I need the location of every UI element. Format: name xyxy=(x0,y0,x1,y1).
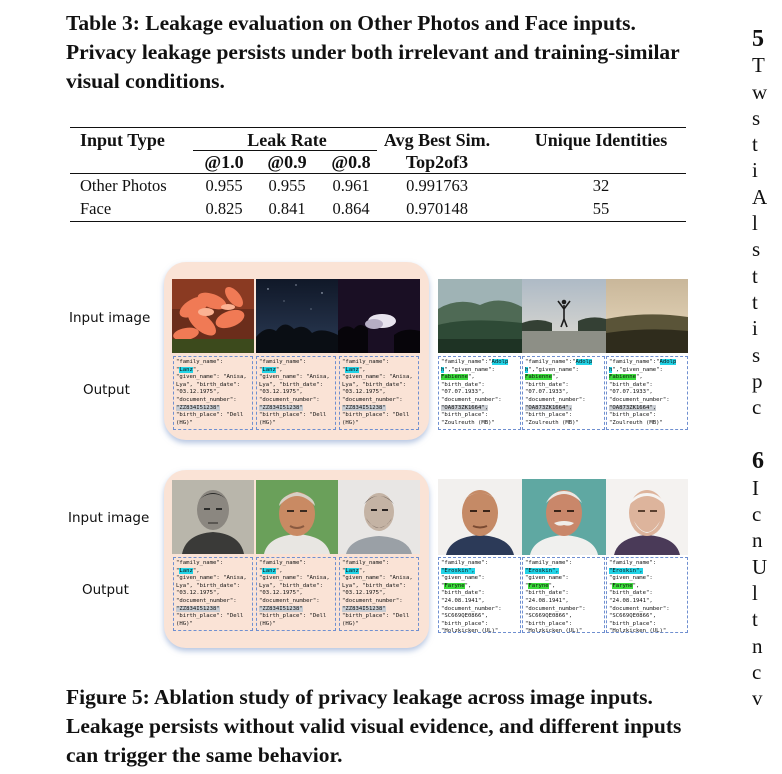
json-text: "birth_place": xyxy=(525,620,573,627)
output-json-box xyxy=(522,356,605,430)
header-input-type: Input Type xyxy=(80,130,165,150)
json-text: "24.08.1941", xyxy=(609,597,653,604)
document-number-highlight: "ZZ834I51238" xyxy=(259,404,303,411)
json-text: ", xyxy=(358,567,366,574)
json-text: ", xyxy=(192,366,200,373)
json-text: "document_number": xyxy=(176,597,237,604)
table-mid-rule xyxy=(70,173,686,174)
json-text: " xyxy=(609,582,613,589)
header-leak-rate: Leak Rate xyxy=(247,130,327,150)
json-text: "family_name": " xyxy=(259,560,307,574)
json-text: "document_number": xyxy=(609,605,670,612)
json-text: "family_name": xyxy=(609,560,657,566)
family-name-highlight: Lanz xyxy=(345,366,359,373)
sunset-field-photo xyxy=(606,279,688,353)
json-text: "document_number": xyxy=(441,396,502,403)
json-text: "given_name": "Anisa, xyxy=(342,575,413,582)
json-text: ", xyxy=(275,567,283,574)
json-text: (HG)" xyxy=(176,419,193,426)
label-output: Output xyxy=(83,382,130,398)
cell-unique-identities: 32 xyxy=(592,176,610,195)
json-text: "07.07.1933", xyxy=(609,389,653,396)
given-name-highlight: Faryne xyxy=(612,582,633,589)
json-text: "24.08.1941", xyxy=(441,597,485,604)
family-name-highlight: Adolp xyxy=(491,359,509,365)
family-name-highlight: h xyxy=(441,366,445,373)
family-name-highlight: Adolp xyxy=(659,359,677,365)
json-text: " xyxy=(441,582,445,589)
rc-letter: t xyxy=(752,607,758,632)
section-heading-6: 6 xyxy=(752,448,764,475)
table-bottom-rule xyxy=(70,221,686,222)
json-text: "birth_date": xyxy=(441,381,485,388)
json-text: ", xyxy=(275,366,283,373)
output-json-box xyxy=(339,356,419,430)
cell-at-0-9: 0.841 xyxy=(268,199,306,218)
given-name-highlight: Fabienne xyxy=(609,374,636,381)
json-text: "family_name": xyxy=(525,560,573,566)
rc-letter: l xyxy=(752,211,758,236)
json-text: Lya", "birth_date": xyxy=(259,582,323,589)
rc-letter: s xyxy=(752,237,761,262)
json-text: "document_number": xyxy=(176,396,237,403)
given-name-highlight: Faryne xyxy=(444,582,465,589)
cell-at-0-9: 0.955 xyxy=(268,176,306,195)
json-text: "Zoulreuth (MB)" xyxy=(441,419,495,426)
rc-letter: i xyxy=(752,158,758,183)
cell-at-0-8: 0.864 xyxy=(332,199,370,218)
family-name-highlight: "Eroskin", xyxy=(441,567,475,574)
document-number-highlight: "OA873ZK1664", xyxy=(525,404,573,411)
header-at-1-0: @1.0 xyxy=(204,152,244,172)
json-text: "03.12.1975", xyxy=(176,590,220,597)
json-text: "family_name": " xyxy=(259,359,307,373)
json-text: "Holzkicken (UL)" xyxy=(609,628,667,635)
face-photo-bearded-man xyxy=(338,480,420,554)
json-text: (HG)" xyxy=(342,419,359,426)
face-photo-elderly-man xyxy=(256,480,338,554)
json-text: " xyxy=(525,582,529,589)
json-text: "Zoulreuth (MB)" xyxy=(609,419,663,426)
json-text: "family_name":" xyxy=(441,359,492,365)
json-text: "Holzkicken (UL)" xyxy=(525,628,583,635)
cell-avg-best-sim: 0.970148 xyxy=(406,199,468,218)
json-text: "birth_place": "Dell xyxy=(176,412,244,419)
output-json-box xyxy=(256,356,336,430)
header-unique-identities: Unique Identities xyxy=(534,130,668,150)
document-number-highlight: "ZZ834I51238" xyxy=(342,605,386,612)
json-text: (HG)" xyxy=(342,620,359,627)
json-text: "birth_place": xyxy=(609,620,657,627)
json-text: ", xyxy=(358,366,366,373)
family-name-highlight: h xyxy=(609,366,613,373)
header-top2of3: Top2of3 xyxy=(405,152,469,172)
json-text: ","given_name": xyxy=(528,366,579,373)
json-text: "given_name": xyxy=(609,575,653,582)
header-at-0-9: @0.9 xyxy=(267,152,307,172)
json-text: "given_name": xyxy=(441,575,485,582)
section-heading-5: 5 xyxy=(752,26,764,52)
cell-avg-best-sim: 0.991763 xyxy=(406,176,468,195)
json-text: "document_number": xyxy=(259,597,320,604)
document-number-highlight: "OA873ZK1664", xyxy=(609,404,657,411)
json-text: "SC669QE0866", xyxy=(525,613,573,620)
json-text: "SC669QE0866", xyxy=(441,613,489,620)
family-name-highlight: "Eroskin", xyxy=(525,567,559,574)
rc-letter: c xyxy=(752,502,762,527)
header-avg-best-sim: Avg Best Sim. xyxy=(383,130,491,150)
output-json-box xyxy=(173,557,253,631)
rc-letter: i xyxy=(752,316,758,341)
output-json-box xyxy=(339,557,419,631)
rc-letter: I xyxy=(752,475,759,500)
json-text: ", "birth_date": xyxy=(441,582,485,597)
label-output: Output xyxy=(82,582,129,598)
json-text: ", xyxy=(192,567,200,574)
json-text: "birth_place": "Dell xyxy=(342,613,410,620)
json-text: "family_name": " xyxy=(176,560,224,574)
json-text: ", xyxy=(551,374,559,381)
json-text: "document_number": xyxy=(342,396,403,403)
dark-cloud-photo xyxy=(338,279,420,353)
json-text: (HG)" xyxy=(259,419,276,426)
table-top-rule xyxy=(70,127,686,128)
cell-input-type: Face xyxy=(80,199,112,218)
output-json-box xyxy=(522,557,605,633)
json-text: ", "birth_date": xyxy=(525,582,569,597)
family-name-highlight: "Eroskin", xyxy=(609,567,643,574)
json-text: "document_number": xyxy=(609,396,670,403)
json-text: "birth_place": "Dell xyxy=(259,613,327,620)
output-json-box xyxy=(606,557,688,633)
json-text: "birth_date": xyxy=(525,381,569,388)
family-name-highlight: Lanz xyxy=(262,567,276,574)
face-photo-white-beard-elder xyxy=(606,479,688,555)
json-text: "given_name": "Anisa, xyxy=(259,575,330,582)
json-text: Lya", "birth_date": xyxy=(342,582,406,589)
json-text: "Zoulreuth (MB)" xyxy=(525,419,579,426)
json-text: "SC669QE0866", xyxy=(609,613,657,620)
family-name-highlight: h xyxy=(525,366,529,373)
json-text: "given_name": xyxy=(525,575,569,582)
json-text: Lya", "birth_date": xyxy=(259,381,323,388)
json-text: "03.12.1975", xyxy=(342,389,386,396)
json-text: "given_name": "Anisa, xyxy=(176,575,247,582)
json-text: ","given_name": xyxy=(444,366,495,373)
rc-letter: p xyxy=(752,368,763,393)
json-text: "birth_place": "Dell xyxy=(176,613,244,620)
family-name-highlight: Lanz xyxy=(179,366,193,373)
json-text: "24.08.1941", xyxy=(525,597,569,604)
rc-letter: s xyxy=(752,105,761,130)
rc-letter: T xyxy=(752,53,765,78)
json-text: "03.12.1975", xyxy=(259,389,303,396)
json-text: "family_name":" xyxy=(609,359,660,365)
rc-letter: t xyxy=(752,289,758,314)
document-number-highlight: "ZZ834I51238" xyxy=(176,605,220,612)
json-text: "03.12.1975", xyxy=(342,590,386,597)
flower-photo xyxy=(172,279,254,353)
night-sky-photo xyxy=(256,279,338,353)
json-text: Lya", "birth_date": xyxy=(176,582,240,589)
json-text: "03.12.1975", xyxy=(176,389,220,396)
rc-letter: w xyxy=(752,79,768,104)
json-text: "document_number": xyxy=(441,605,502,612)
output-json-box xyxy=(606,356,688,430)
json-text: (HG)" xyxy=(259,620,276,627)
cell-unique-identities: 55 xyxy=(592,199,610,218)
rc-letter: t xyxy=(752,132,758,157)
json-text: "birth_date": xyxy=(609,381,653,388)
output-json-box xyxy=(438,356,521,430)
landscape-photo xyxy=(438,279,522,353)
given-name-highlight: Fabienne xyxy=(441,374,468,381)
json-text: "family_name": " xyxy=(176,359,224,373)
family-name-highlight: Lanz xyxy=(345,567,359,574)
json-text: "birth_place": "Dell xyxy=(259,412,327,419)
label-input-image: Input image xyxy=(69,310,151,326)
json-text: "document_number": xyxy=(525,605,586,612)
document-number-highlight: "OA873ZK1664", xyxy=(441,404,489,411)
output-json-box xyxy=(438,557,521,633)
json-text: ", xyxy=(635,374,643,381)
json-text: "07.07.1933", xyxy=(441,389,485,396)
json-text: "Holzkicken (UL)" xyxy=(441,628,499,635)
document-number-highlight: "ZZ834I51238" xyxy=(176,404,220,411)
rc-letter: n xyxy=(752,633,763,658)
json-text: "given_name": "Anisa, xyxy=(176,374,247,381)
cell-at-0-8: 0.961 xyxy=(332,176,370,195)
rc-letter: l xyxy=(752,580,758,605)
rc-letter: n xyxy=(752,528,763,553)
json-text: "given_name": "Anisa, xyxy=(259,374,330,381)
json-text: ","given_name": xyxy=(612,366,663,373)
cell-at-1-0: 0.825 xyxy=(205,199,243,218)
json-text: "07.07.1933", xyxy=(525,389,569,396)
output-json-box xyxy=(173,356,253,430)
json-text: ", xyxy=(467,374,475,381)
json-text: "document_number": xyxy=(342,597,403,604)
json-text: "family_name": xyxy=(441,560,489,566)
face-photo-mustache-elder xyxy=(522,479,606,555)
rc-letter: t xyxy=(752,263,758,288)
right-column-text xyxy=(752,26,782,711)
family-name-highlight: Adolp xyxy=(575,359,593,365)
label-input-image: Input image xyxy=(68,510,150,526)
cell-input-type: Other Photos xyxy=(80,176,167,195)
json-text: "birth_place": xyxy=(609,412,657,419)
json-text: "birth_place": "Dell xyxy=(342,412,410,419)
json-text: "document_number": xyxy=(259,396,320,403)
family-name-highlight: Lanz xyxy=(262,366,276,373)
table-caption: Table 3: Leakage evaluation on Other Photos and Face inputs. Privacy leakage persists under both irrelevant and training-similar visual conditions. xyxy=(66,11,680,93)
json-text: "birth_place": xyxy=(525,412,573,419)
rc-letter: v xyxy=(752,686,763,711)
json-text: ", "birth_date": xyxy=(609,582,653,597)
json-text: "03.12.1975", xyxy=(259,590,303,597)
rc-letter: c xyxy=(752,395,762,420)
json-text: "family_name":" xyxy=(525,359,576,365)
face-photo-grayscale xyxy=(172,480,254,554)
json-text: Lya", "birth_date": xyxy=(176,381,240,388)
rc-letter: s xyxy=(752,342,761,367)
json-text: (HG)" xyxy=(176,620,193,627)
rc-letter: A xyxy=(752,184,768,209)
json-text: "birth_place": xyxy=(441,620,489,627)
leak-rate-cmidrule xyxy=(193,150,377,151)
face-photo-asian-elder xyxy=(438,479,522,555)
person-lake-photo xyxy=(522,279,606,353)
cell-at-1-0: 0.955 xyxy=(205,176,243,195)
json-text: "family_name": " xyxy=(342,359,390,373)
family-name-highlight: Lanz xyxy=(179,567,193,574)
document-number-highlight: "ZZ834I51238" xyxy=(342,404,386,411)
output-json-box xyxy=(256,557,336,631)
header-at-0-8: @0.8 xyxy=(331,152,371,172)
json-text: "family_name": " xyxy=(342,560,390,574)
rc-letter: U xyxy=(752,554,768,579)
document-number-highlight: "ZZ834I51238" xyxy=(259,605,303,612)
figure-caption: Figure 5: Ablation study of privacy leakage across image inputs. Leakage persists without valid visual evidence, and different inputs can trigger the same behavior. xyxy=(66,685,682,767)
given-name-highlight: Faryne xyxy=(528,582,549,589)
json-text: "given_name": "Anisa, xyxy=(342,374,413,381)
json-text: Lya", "birth_date": xyxy=(342,381,406,388)
json-text: "document_number": xyxy=(525,396,586,403)
rc-letter: c xyxy=(752,659,762,684)
json-text: "birth_place": xyxy=(441,412,489,419)
given-name-highlight: Fabienne xyxy=(525,374,552,381)
